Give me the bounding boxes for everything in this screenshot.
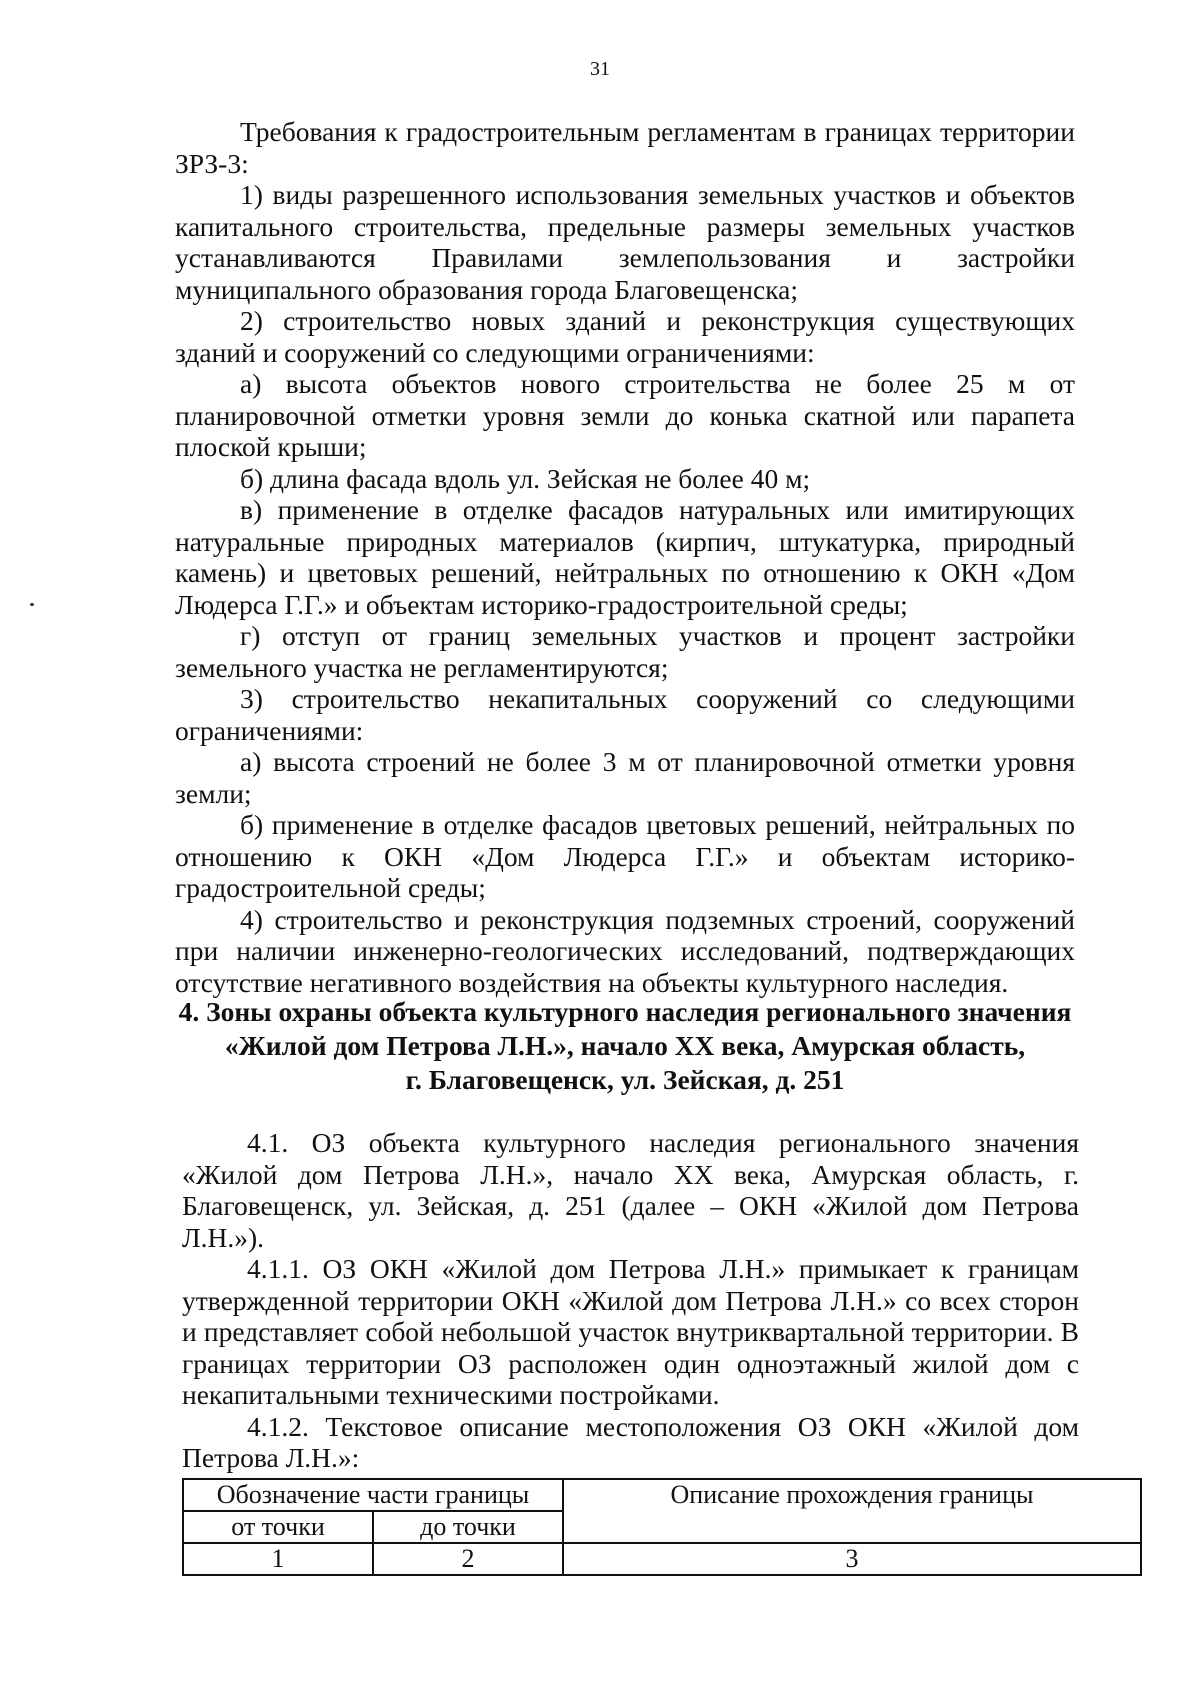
column-number: 1	[183, 1543, 373, 1575]
zrz3-requirements	[175, 116, 1075, 998]
paragraph: 1) виды разрешенного использования земельных участков и объектов капитального строительства, предельные размеры земельных участков устанавливаются Правилами землепользования и застройки муниципального образования города Благовещенска;	[175, 179, 1075, 305]
paragraph: 4.1.1. ОЗ ОКН «Жилой дом Петрова Л.Н.» примыкает к границам утвержденной территории ОКН «Жилой дом Петрова Л.Н.» со всех сторон и представляет собой небольшой участок внутриквартальной территории. В границах территории ОЗ расположен один одноэтажный жилой дом с некапитальными техническими постройками.	[182, 1253, 1079, 1410]
heading-line: г. Благовещенск, ул. Зейская, д. 251	[405, 1064, 845, 1095]
paragraph: Требования к градостроительным регламентам в границах территории ЗРЗ-3:	[175, 116, 1075, 179]
page-number: 31	[590, 58, 610, 80]
section-heading	[150, 995, 1100, 1097]
table-header-row	[183, 1479, 1141, 1511]
paragraph: 4.1. ОЗ объекта культурного наследия регионального значения «Жилой дом Петрова Л.Н.», начало XX века, Амурская область, г. Благовещенск, ул. Зейская, д. 251 (далее – ОКН «Жилой дом Петрова Л.Н.»).	[182, 1127, 1079, 1253]
paragraph: 4) строительство и реконструкция подземных строений, сооружений при наличии инженерно-геологических исследований, подтверждающих отсутствие негативного воздействия на объекты культурного наследия.	[175, 903, 1075, 998]
column-number: 3	[563, 1543, 1141, 1575]
paragraph: г) отступ от границ земельных участков и процент застройки земельного участка не регламентируются;	[175, 620, 1075, 683]
column-number: 2	[373, 1543, 563, 1575]
heading-line: «Жилой дом Петрова Л.Н.», начало XX века, Амурская область,	[224, 1030, 1026, 1061]
boundary-table	[182, 1478, 1142, 1576]
paragraph: 4.1.2. Текстовое описание местоположения ОЗ ОКН «Жилой дом Петрова Л.Н.»:	[182, 1410, 1079, 1473]
paragraph: в) применение в отделке фасадов натуральных или имитирующих натуральные природных материалов (кирпич, штукатурка, природный камень) и цветовых решений, нейтральных по отношению к ОКН «Дом Людерса Г.Г.» и объектам историко-градостроительной среды;	[175, 494, 1075, 620]
paragraph: 2) строительство новых зданий и реконструкция существующих зданий и сооружений со следующими ограничениями:	[175, 305, 1075, 368]
paragraph: а) высота строений не более 3 м от планировочной отметки уровня земли;	[175, 746, 1075, 809]
heading-line: 4. Зоны охраны объекта культурного наследия регионального значения	[178, 996, 1072, 1027]
scan-speck	[30, 603, 34, 606]
paragraph: а) высота объектов нового строительства не более 25 м от планировочной отметки уровня земли до конька скатной или парапета плоской крыши;	[175, 368, 1075, 462]
table-numbering-row	[183, 1543, 1141, 1575]
header-boundary-part: Обозначение части границы	[183, 1479, 563, 1511]
header-boundary-description: Описание прохождения границы	[563, 1479, 1141, 1543]
header-from-point: от точки	[183, 1511, 373, 1543]
paragraph: б) длина фасада вдоль ул. Зейская не более 40 м;	[240, 462, 811, 494]
header-to-point: до точки	[373, 1511, 563, 1543]
section-4-text	[182, 1127, 1079, 1474]
paragraph: б) применение в отделке фасадов цветовых решений, нейтральных по отношению к ОКН «Дом Людерса Г.Г.» и объектам историко-градостроительной среды;	[175, 809, 1075, 903]
paragraph: 3) строительство некапитальных сооружений со следующими ограничениями:	[175, 683, 1075, 746]
